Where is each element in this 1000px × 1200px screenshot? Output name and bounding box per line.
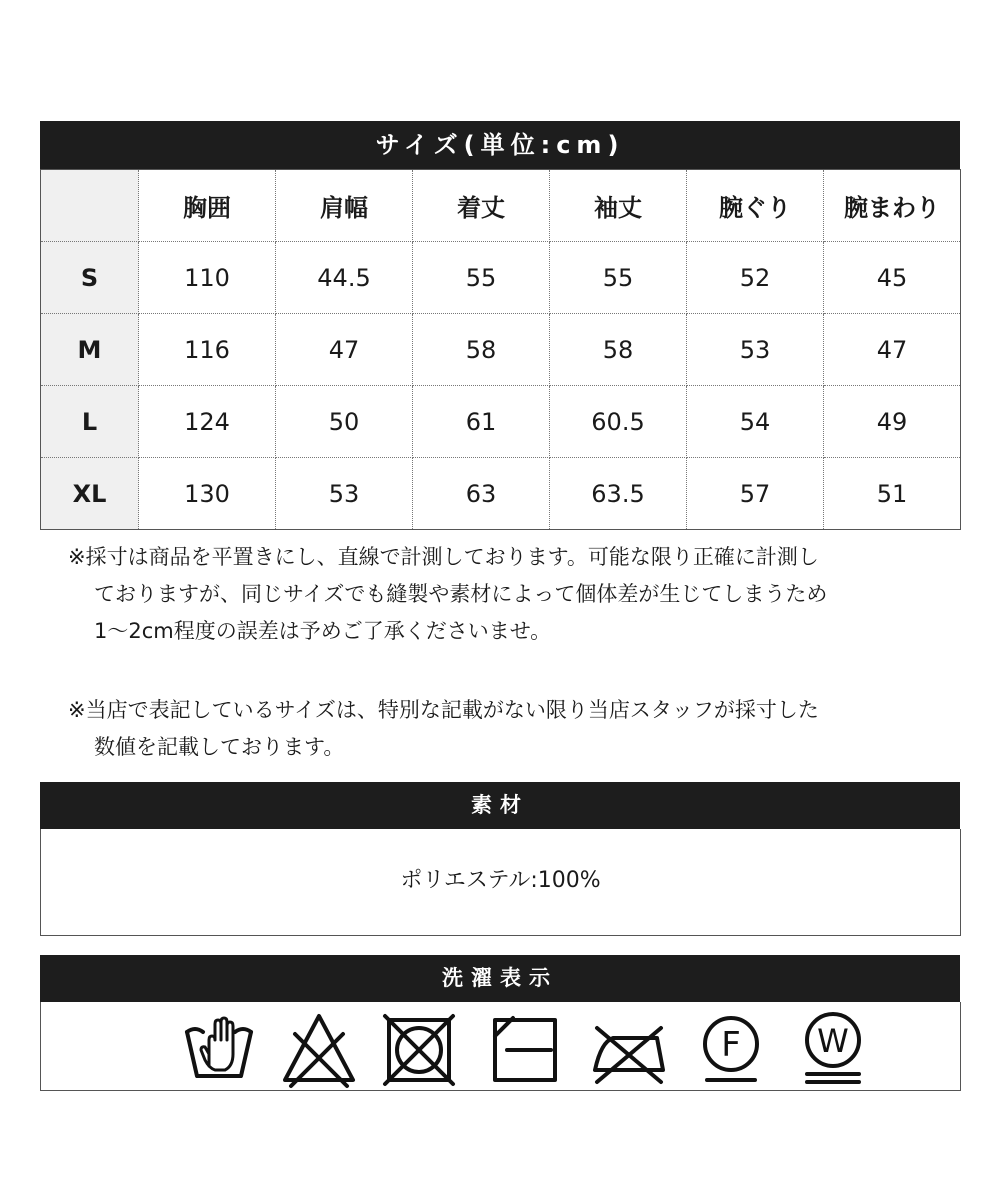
table-cell: 53 bbox=[276, 458, 413, 530]
table-cell: 50 bbox=[276, 386, 413, 458]
wet-clean-letter: W bbox=[817, 1022, 849, 1060]
note-line: ておりますが、同じサイズでも縫製や素材によって個体差が生じてしまうため bbox=[94, 582, 828, 606]
wet-clean-w-icon bbox=[795, 1010, 871, 1090]
care-icons bbox=[181, 1010, 881, 1090]
table-row bbox=[41, 314, 961, 386]
note-line: 1〜2cm程度の誤差は予めご了承くださいませ。 bbox=[94, 619, 552, 643]
size-label: L bbox=[41, 386, 139, 458]
table-cell: 52 bbox=[687, 242, 824, 314]
column-header: 腕まわり bbox=[824, 170, 961, 242]
table-row bbox=[41, 386, 961, 458]
table-cell: 55 bbox=[550, 242, 687, 314]
table-cell: 47 bbox=[824, 314, 961, 386]
dry-clean-f-icon bbox=[693, 1010, 769, 1090]
table-cell: 53 bbox=[687, 314, 824, 386]
table-cell: 54 bbox=[687, 386, 824, 458]
table-cell: 124 bbox=[139, 386, 276, 458]
no-iron-icon bbox=[591, 1010, 667, 1090]
table-row bbox=[41, 458, 961, 530]
table-cell: 130 bbox=[139, 458, 276, 530]
material-header: 素材 bbox=[40, 782, 960, 829]
hand-wash-icon bbox=[181, 1010, 257, 1090]
size-label: XL bbox=[41, 458, 139, 530]
note-line: ※当店で表記しているサイズは、特別な記載がない限り当店スタッフが採寸した bbox=[68, 698, 819, 722]
size-table bbox=[40, 169, 961, 530]
column-header: 着丈 bbox=[413, 170, 550, 242]
material-box bbox=[40, 829, 961, 936]
dry-clean-letter: F bbox=[721, 1025, 741, 1065]
table-row bbox=[41, 242, 961, 314]
column-header: 腕ぐり bbox=[687, 170, 824, 242]
size-label: S bbox=[41, 242, 139, 314]
table-cell: 60.5 bbox=[550, 386, 687, 458]
table-cell: 55 bbox=[413, 242, 550, 314]
size-notation-note bbox=[68, 692, 948, 766]
measurement-note bbox=[68, 539, 948, 650]
size-table-header: サイズ(単位:cm) bbox=[40, 121, 960, 169]
wash-box bbox=[40, 1002, 961, 1091]
table-cell: 63 bbox=[413, 458, 550, 530]
table-cell: 47 bbox=[276, 314, 413, 386]
column-header: 胸囲 bbox=[139, 170, 276, 242]
size-label: M bbox=[41, 314, 139, 386]
column-header: 肩幅 bbox=[276, 170, 413, 242]
table-cell: 49 bbox=[824, 386, 961, 458]
material-text: ポリエステル:100% bbox=[400, 868, 601, 893]
table-cell: 58 bbox=[550, 314, 687, 386]
flat-dry-shade-icon bbox=[487, 1010, 563, 1090]
note-line: ※採寸は商品を平置きにし、直線で計測しております。可能な限り正確に計測し bbox=[68, 545, 819, 569]
note-line: 数値を記載しております。 bbox=[94, 735, 345, 759]
table-cell: 51 bbox=[824, 458, 961, 530]
table-cell: 45 bbox=[824, 242, 961, 314]
size-table-header-row bbox=[41, 170, 961, 242]
table-cell: 116 bbox=[139, 314, 276, 386]
column-header: 袖丈 bbox=[550, 170, 687, 242]
wash-header: 洗濯表示 bbox=[40, 955, 960, 1002]
no-bleach-icon bbox=[281, 1010, 357, 1090]
corner-cell bbox=[41, 170, 139, 242]
table-cell: 58 bbox=[413, 314, 550, 386]
table-cell: 61 bbox=[413, 386, 550, 458]
table-cell: 63.5 bbox=[550, 458, 687, 530]
table-cell: 44.5 bbox=[276, 242, 413, 314]
no-tumble-dry-icon bbox=[381, 1010, 457, 1090]
table-cell: 110 bbox=[139, 242, 276, 314]
table-cell: 57 bbox=[687, 458, 824, 530]
